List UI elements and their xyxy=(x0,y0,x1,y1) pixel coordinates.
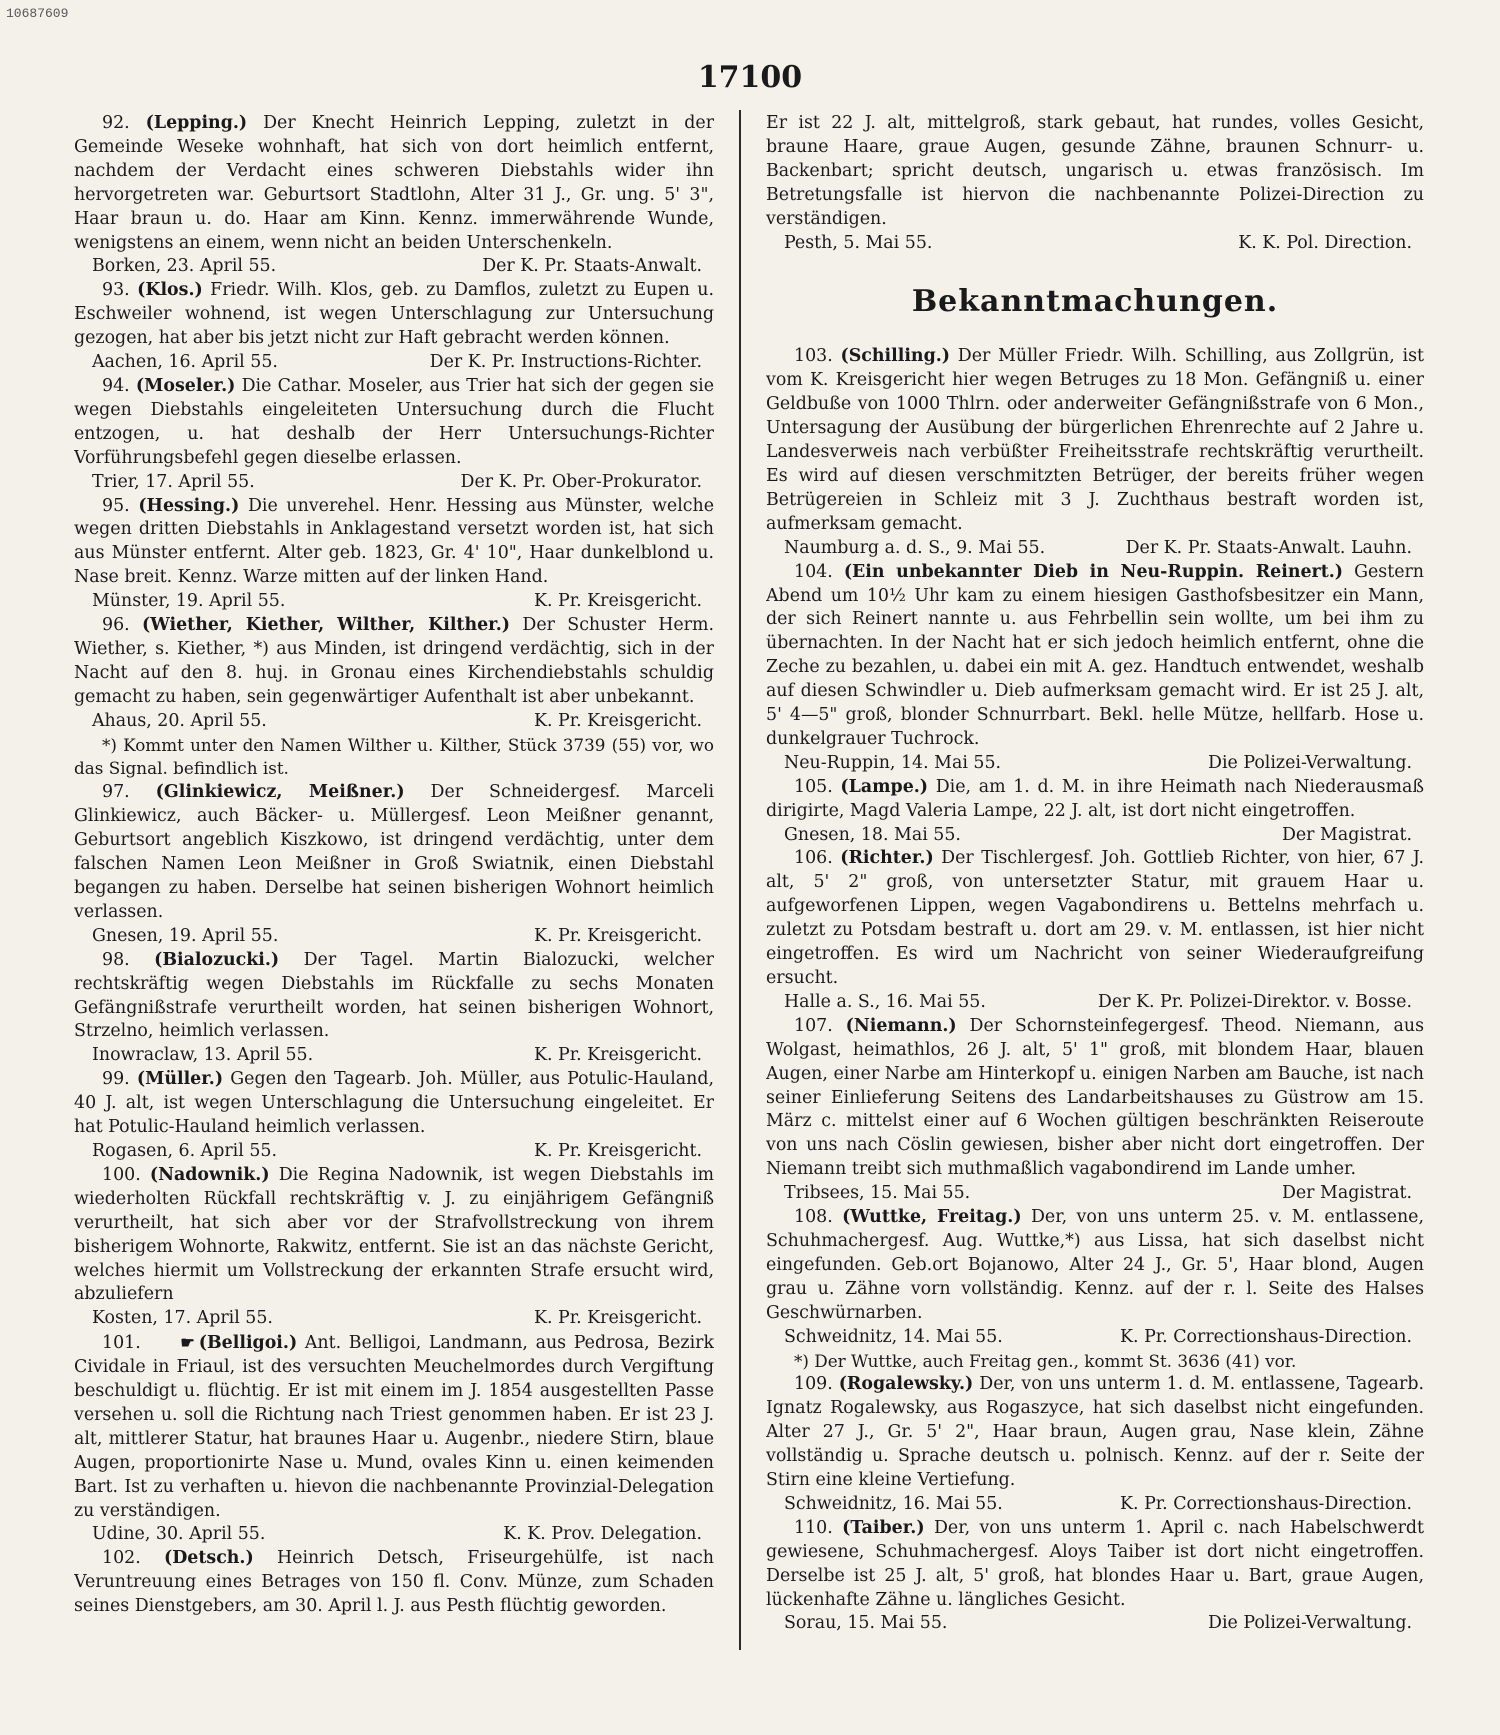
notice-signature xyxy=(766,752,1424,776)
notice-number: 96. xyxy=(102,615,130,636)
notice-place: Udine, 30. April 55. xyxy=(92,1524,266,1545)
notice-97 xyxy=(74,781,714,924)
notice-place: Tribsees, 15. Mai 55. xyxy=(784,1183,971,1204)
notice-heading: (Bialozucki.) xyxy=(154,949,280,970)
notice-text: Gegen den Tagearb. Joh. Müller, aus Potulic-Hauland, 40 J. alt, ist wegen Unterschlagung die Untersuchung eingeleitet. Er hat Potulic-Hauland heimlich verlassen. xyxy=(74,1069,714,1138)
notice-text: Die Regina Nadownik, ist wegen Diebstahls im wiederholten Rückfall rechtskräftig v. J. zu einjährigem Gefängniß verurtheilt, hat sich aber vor der Strafvollstreckung von ihrem bisherigem Wohnorte, Rakwitz, entfernt. Sie ist an das nächste Gericht, welches hiermit um Vollstreckung der erkannten Strafe ersucht wird, abzuliefern xyxy=(74,1164,714,1305)
notice-signature xyxy=(766,1493,1424,1517)
notice-text: Der, von uns unterm 25. v. M. entlassene, Schuhmachergesf. Aug. Wuttke,*) aus Lissa, hat sich daselbst nicht eingefunden. Geb.ort Bojanowo, Alter 24 J., Gr. 5', Haar blond, Augen grau u. Zähne vorn vollständig. Kennz. auf der r. l. Seite des Halses Geschwürnarben. xyxy=(766,1207,1424,1323)
notice-number: 98. xyxy=(102,949,130,970)
notice-96 xyxy=(74,614,714,710)
notice-103 xyxy=(766,345,1424,536)
notice-heading: (Wuttke, Freitag.) xyxy=(842,1207,1022,1228)
notice-signature xyxy=(766,537,1424,561)
notice-heading: (Taiber.) xyxy=(842,1517,925,1538)
notice-number: 108. xyxy=(794,1207,833,1228)
notice-signature xyxy=(766,824,1424,848)
notice-heading: (Lepping.) xyxy=(145,113,248,133)
notice-heading: (Lampe.) xyxy=(840,776,929,797)
notice-heading: (Klos.) xyxy=(137,280,203,301)
notice-heading: (Richter.) xyxy=(840,848,934,869)
notice-authority: K. K. Prov. Delegation. xyxy=(503,1524,702,1545)
notice-text: Die Cathar. Moseler, aus Trier hat sich der gegen sie wegen Diebstahls eingeleiteten Untersuchung durch die Flucht entzogen, u. hat deshalb der Herr Untersuchungs-Richter Vorführungsbefehl gegen dieselbe erlassen. xyxy=(74,375,714,468)
notice-number: 94. xyxy=(102,375,130,396)
notice-text: Der Knecht Heinrich Lepping, zuletzt in der Gemeinde Weseke wohnhaft, hat sich von dort heimlich entfernt, nachdem der Verdacht eines schweren Diebstahls wider ihn hervorgetreten war. Geburtsort Stadtlohn, Alter 31 J., Gr. ung. 5' 3", Haar braun u. do. Haar am Kinn. Kennz. immerwährende Wunde, wenigstens an einem, wenn nicht an beiden Unterschenkeln. xyxy=(74,113,714,253)
notice-104 xyxy=(766,561,1424,752)
notice-heading: (Hessing.) xyxy=(138,495,240,516)
notice-place: Gnesen, 18. Mai 55. xyxy=(784,824,961,845)
notice-place: Trier, 17. April 55. xyxy=(92,471,255,492)
left-column xyxy=(74,112,714,1717)
notice-105 xyxy=(766,776,1424,824)
notice-110 xyxy=(766,1517,1424,1613)
notice-signature xyxy=(74,1140,714,1164)
notice-heading: (Glinkiewicz, Meißner.) xyxy=(155,782,405,803)
notice-heading: (Ein unbekannter Dieb in Neu-Ruppin. Reinert.) xyxy=(843,561,1344,582)
notice-heading: (Nadownik.) xyxy=(149,1164,270,1185)
notice-signature xyxy=(74,1307,714,1331)
notice-text: Der Tagel. Martin Bialozucki, welcher rechtskräftig wegen Diebstahls im Rückfalle zu sechs Monaten Gefängnißstrafe verurtheilt worden, hat seinen bisherigen Wohnort, Strzelno, heimlich verlassen. xyxy=(74,949,714,1042)
notice-number: 109. xyxy=(794,1374,833,1395)
notice-number: 97. xyxy=(102,782,130,803)
notice-signature xyxy=(74,351,714,375)
notice-number: 93. xyxy=(102,280,130,301)
notice-heading: (Schilling.) xyxy=(840,346,951,367)
notice-authority: Der Magistrat. xyxy=(1281,824,1412,845)
notice-authority: K. K. Pol. Direction. xyxy=(1238,232,1412,253)
notice-number: 101. xyxy=(102,1333,141,1354)
notice-text: Der Schuster Herm. Wiether, s. Kiether, *) aus Minden, ist dringend verdächtig, sich in der Nacht auf den 8. huj. in Gronau eines Kirchendiebstahls schuldig gemacht zu haben, sein gegenwärtiger Aufenthalt ist aber unbekannt. xyxy=(74,615,714,707)
notice-signature xyxy=(766,991,1424,1015)
notice-signature xyxy=(766,1612,1424,1636)
notice-place: Borken, 23. April 55. xyxy=(92,256,277,277)
notice-number: 102. xyxy=(102,1548,141,1569)
notice-heading: (Detsch.) xyxy=(164,1548,254,1569)
notice-signature xyxy=(766,232,1424,256)
notice-text: Ant. Belligoi, Landmann, aus Pedrosa, Bezirk Cividale in Friaul, ist des versuchten Meuchelmordes durch Vergiftung beschuldigt u. flüchtig. Er ist mit einem im J. 1854 ausgestellten Passe versehen u. soll die Richtung nach Triest genommen haben. Er ist 23 J. alt, mittlerer Statur, hat braunes Haar u. Augenbr., niedere Stirn, blaue Augen, proportionirte Nase u. Mund, ovales Kinn u. einen keimenden Bart. Ist zu verhaften u. hievon die nachbenannte Provinzial-Delegation zu verständigen. xyxy=(74,1333,714,1521)
notice-place: Aachen, 16. April 55. xyxy=(92,352,278,373)
notice-signature xyxy=(74,590,714,614)
footnote: *) Kommt unter den Namen Wilther u. Kilther, Stück 3739 (55) vor, wo das Signal. befindlich ist. xyxy=(74,734,714,779)
notice-109 xyxy=(766,1373,1424,1493)
notice-authority: K. Pr. Kreisgericht. xyxy=(533,1045,702,1066)
notice-107 xyxy=(766,1015,1424,1182)
notice-authority: Die Polizei-Verwaltung. xyxy=(1208,1613,1412,1634)
notice-number: 100. xyxy=(102,1164,141,1185)
notice-heading: (Niemann.) xyxy=(845,1015,957,1036)
notice-place: Inowraclaw, 13. April 55. xyxy=(92,1045,314,1066)
notice-number: 92. xyxy=(102,113,130,133)
notice-text: Gestern Abend um 10½ Uhr kam zu einem hiesigen Gasthofsbesitzer ein Mann, der sich Reinert nannte u. aus Fehrbellin sein wollte, um bei ihm zu übernachten. In der Nacht hat er sich jedoch heimlich entfernt, ohne die Zeche zu bezahlen, u. dabei ein mit A. gez. Handtuch entwendet, weshalb auf diesen Schwindler u. Dieb aufmerksam gemacht wird. Er ist 25 J. alt, 5' 4—5" groß, blonder Schnurrbart. Bekl. helle Mütze, hellfarb. Hose u. dunkelgrauer Tuchrock. xyxy=(766,561,1424,749)
notice-authority: Der K. Pr. Ober-Prokurator. xyxy=(460,471,702,492)
notice-text: Die, am 1. d. M. in ihre Heimath nach Niederausmaß dirigirte, Magd Valeria Lampe, 22 J. alt, ist dort nicht eingetroffen. xyxy=(766,776,1424,821)
notice-authority: K. Pr. Correctionshaus-Direction. xyxy=(1120,1493,1412,1514)
notice-text: Der, von uns unterm 1. d. M. entlassene, Tagearb. Ignatz Rogalewsky, aus Rogaszyce, hat sich daselbst nicht eingefunden. Alter 27 J., Gr. 5' 2", Haar braun, Augen grau, Nase klein, Zähne vollständig u. Sprache deutsch u. polnisch. Kennz. auf der r. Seite der Stirn eine kleine Vertiefung. xyxy=(766,1374,1424,1491)
notice-text: Der Tischlergesf. Joh. Gottlieb Richter, von hier, 67 J. alt, 5' 2" groß, von untersetzter Statur, mit grauem Haar u. aufgeworfenen Lippen, wegen Vagabondirens u. Bettelns mehrfach u. zuletzt zu Potsdam bestraft u. dort am 29. v. M. entlassen, ist hier nicht eingetroffen. Es wird um Nachricht von seiner Wiederaufgreifung ersucht. xyxy=(766,848,1424,988)
notice-101 xyxy=(74,1331,714,1523)
notice-authority: Der K. Pr. Polizei-Direktor. v. Bosse. xyxy=(1097,991,1412,1012)
notice-place: Sorau, 15. Mai 55. xyxy=(784,1613,948,1634)
notice-text: Der Schneidergesf. Marceli Glinkiewicz, auch Bäcker- u. Müllergesf. Leon Meißner genannt, Geburtsort angeblich Kiszkowo, ist dringend verdächtig, unter dem falschen Namen Leon Meißner in Groß Swiatnik, einen Diebstahl begangen zu haben. Derselbe hat seinen bisherigen Wohnort heimlich verlassen. xyxy=(74,782,714,922)
notice-number: 104. xyxy=(794,561,833,582)
notice-heading: (Rogalewsky.) xyxy=(838,1374,974,1395)
notice-95 xyxy=(74,495,714,591)
notice-signature xyxy=(74,255,714,279)
notice-number: 106. xyxy=(794,848,833,869)
notice-100 xyxy=(74,1164,714,1307)
notice-place: Gnesen, 19. April 55. xyxy=(92,925,279,946)
notice-number: 95. xyxy=(102,495,130,516)
notice-108 xyxy=(766,1206,1424,1326)
notice-98 xyxy=(74,949,714,1045)
section-title: Bekanntmachungen. xyxy=(911,284,1279,320)
notice-place: Kosten, 17. April 55. xyxy=(92,1308,273,1329)
notice-place: Schweidnitz, 14. Mai 55. xyxy=(784,1326,1003,1347)
notice-text: Der Müller Friedr. Wilh. Schilling, aus Zollgrün, ist vom K. Kreisgericht hier wegen Betruges zu 18 Mon. Gefängniß u. einer Geldbuße von 1000 Thlrn. oder anderweiter Gefängnißstrafe von 6 Mon., Untersagung der Ausübung der bürgerlichen Ehrenrechte auf 2 Jahre u. Landesverweis nach verbüßter Freiheitsstrafe rechtskräftig verurtheilt. Es wird auf diesen verschmitzten Betrüger, der bereits früher wegen Betrügereien in Schleiz mit 3 J. Zuchthaus bestraft worden ist, aufmerksam gemacht. xyxy=(766,346,1424,534)
notice-place: Ahaus, 20. April 55. xyxy=(92,710,267,731)
notice-heading: (Müller.) xyxy=(136,1069,224,1090)
notice-authority: K. Pr. Kreisgericht. xyxy=(533,1308,702,1329)
notice-94 xyxy=(74,375,714,471)
notice-authority: Der Magistrat. xyxy=(1281,1183,1412,1204)
notice-102 xyxy=(74,1547,714,1619)
footnote: *) Der Wuttke, auch Freitag gen., kommt St. 3636 (41) vor. xyxy=(794,1350,1297,1371)
notice-place: Neu-Ruppin, 14. Mai 55. xyxy=(784,752,1002,773)
notice-number: 103. xyxy=(794,346,833,367)
notice-signature xyxy=(766,1182,1424,1206)
notice-106 xyxy=(766,847,1424,990)
notice-place: Schweidnitz, 16. Mai 55. xyxy=(784,1493,1003,1514)
notice-authority: K. Pr. Correctionshaus-Direction. xyxy=(1120,1326,1412,1347)
document-id: 10687609 xyxy=(6,6,69,21)
notice-place: Rogasen, 6. April 55. xyxy=(92,1140,277,1161)
notice-number: 110. xyxy=(794,1517,833,1538)
notice-text: Friedr. Wilh. Klos, geb. zu Damflos, zuletzt zu Eupen u. Eschweiler wohnend, ist wegen Unterschlagung zur Untersuchung gezogen, hat aber bis jetzt nicht zur Haft gebracht werden können. xyxy=(74,280,714,349)
notice-authority: Der K. Pr. Instructions-Richter. xyxy=(429,352,702,373)
notice-text: Heinrich Detsch, Friseurgehülfe, ist nach Veruntreuung eines Betrages von 150 fl. Conv. Münze, zum Schaden seines Dienstgebers, am 30. April l. J. aus Pesth flüchtig geworden. xyxy=(74,1548,714,1617)
right-column xyxy=(766,112,1424,1717)
notice-place: Halle a. S., 16. Mai 55. xyxy=(784,991,986,1012)
notice-signature xyxy=(74,1523,714,1547)
notice-place: Naumburg a. d. S., 9. Mai 55. xyxy=(784,537,1046,558)
notice-number: 105. xyxy=(794,776,833,797)
column-divider xyxy=(739,110,741,1650)
notice-text: Die unverehel. Henr. Hessing aus Münster, welche wegen dritten Diebstahls in Anklagestand versetzt worden ist, hat sich aus Münster entfernt. Alter geb. 1823, Gr. 4' 10", Haar dunkelblond u. Nase breit. Kennz. Warze mitten auf der linken Hand. xyxy=(74,495,714,588)
notice-102-continuation: Er ist 22 J. alt, mittelgroß, stark gebaut, hat rundes, volles Gesicht, braune Haare, graue Augen, gesunde Zähne, braunen Schnurr- u. Backenbart; spricht deutsch, ungarisch u. etwas französisch. Im Betretungsfalle ist hiervon die nachbenannte Polizei-Direction zu verständigen. xyxy=(766,113,1424,229)
notice-authority: K. Pr. Kreisgericht. xyxy=(533,925,702,946)
notice-heading: (Moseler.) xyxy=(135,375,236,396)
notice-signature xyxy=(74,710,714,734)
notice-93 xyxy=(74,279,714,351)
notice-heading: (Belligoi.) xyxy=(198,1333,298,1354)
notice-authority: Die Polizei-Verwaltung. xyxy=(1208,752,1412,773)
notice-authority: K. Pr. Kreisgericht. xyxy=(533,710,702,731)
notice-signature xyxy=(766,1326,1424,1350)
notice-signature xyxy=(74,1044,714,1068)
pointing-hand-icon: ☛ xyxy=(180,1333,195,1353)
notice-place: Münster, 19. April 55. xyxy=(92,591,286,612)
notice-number: 99. xyxy=(102,1069,130,1090)
notice-text: Der Schornsteinfegergesf. Theod. Niemann, aus Wolgast, heimathlos, 26 J. alt, 5' 1" groß, mit blondem Haar, blauen Augen, einer Narbe am Hinterkopf u. einigen Narben am Bauche, ist nach seiner Einlieferung Seitens des Landarbeitshauses zu Güstrow am 15. März c. mittelst einer auf 6 Wochen gültigen beschränkten Reiseroute von uns nach Cöslin gewiesen, bisher aber nicht dort eingetroffen. Der Niemann treibt sich muthmaßlich vagabondirend im Lande umher. xyxy=(766,1015,1424,1180)
notice-heading: (Wiether, Kiether, Wilther, Kilther.) xyxy=(142,615,511,636)
notice-place: Pesth, 5. Mai 55. xyxy=(784,232,933,253)
notice-authority: Der K. Pr. Staats-Anwalt. Lauhn. xyxy=(1125,537,1412,558)
notice-99 xyxy=(74,1068,714,1140)
notice-authority: K. Pr. Kreisgericht. xyxy=(533,1140,702,1161)
page-number: 17100 xyxy=(697,60,803,95)
notice-signature xyxy=(74,925,714,949)
notice-signature xyxy=(74,471,714,495)
notice-authority: Der K. Pr. Staats-Anwalt. xyxy=(482,256,702,277)
notice-92 xyxy=(74,112,714,255)
notice-text: Der, von uns unterm 1. April c. nach Habelschwerdt gewiesene, Schuhmachergesf. Aloys Taiber ist dort nicht eingetroffen. Derselbe ist 25 J. alt, 5' groß, hat blondes Haar u. Bart, graue Augen, lückenhafte Zähne u. längliches Gesicht. xyxy=(766,1517,1424,1610)
notice-authority: K. Pr. Kreisgericht. xyxy=(533,591,702,612)
notice-number: 107. xyxy=(794,1015,833,1036)
